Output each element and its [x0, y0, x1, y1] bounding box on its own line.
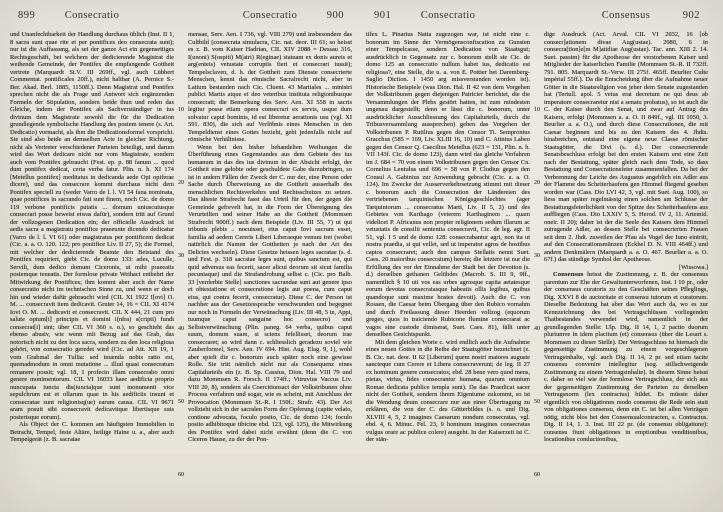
paragraph: Mit dem gleichen Worte c. wird endlich auch die Aufnahme eines neuen Gottes in die Reihe der Staatsgötter bezeichnet (z. B. Cic. nat. deor. II 62 [Liberum] quem nostri maiores auguste sancteque cum Cerere et Libera consecraverunt; de leg. II 27 ex hominum genere consecratos; ebd. 28 bene vero quod mens, pietas, virtus, fides consecrantur humana, quarum omnium Romae dedicata publice templa sunt). Da das Praedicat sacer nicht der Gottheit, sondern ihrem Eigentume zukommt, so ist die Wendung deum consecrare nur aus einer Übertragung zu erklären, die von der C. des Götterbildes (s. o. und Dig. XLVIII 4, 5, 2 imagines Caesarum nondum consecratas, vgl. ebd. 4, 6. Minuc. Fel. 23, 9 hominum imagines consecratas vulgus orare ac publice colere) ausgeht. In der Kaiserzeit ist C. der stän- [366, 338, 530, 443]
gutter-line-number: 50 [534, 399, 540, 405]
running-title: Consecratio [64, 10, 120, 21]
text-column-901 [366, 31, 530, 497]
paragraph: dige Ausdruck (Act. Arval. CIL VI 2032, 16 [ob consecr]ationem divae Aug(ustae). 2080, 6 in consecra[tion]e[m M]atidiae Aug(ustae). Tac. ann. XIII 2. 14. Suet. passim) für die Apotheose der verstorbenen Kaiser und Mitglieder der kaiserlichen Familie (Mommsen St.-R. II 732ff. 791. 805. Marquardt St.-Verw. III 275f. 465ff. Beurlier Culte impérial 55ff.). Da die Entscheidung über die Aufnahme neuer Götter in die Staatsreligion von jeher dem Senate zugestanden hat (Tertull. apol. 5 vetus erat decretum ne qui deus ab imperatore consecraretur nisi a senatu probatus), so ist auch die C. der Kaiser durch den Senat, und zwar auf Antrag des Kaisers, erfolgt (Mommsen a. a. O. II 849f., vgl. III 1050, 3. Beurlier a. a. O.), und durch diese Consecrationen, die mit Caesar beginnen und bis zu den Kaisern des 4. Jhdts. hinabreichen, entstand eine eigene neue Classe römischer Staatsgötter, die Divi (s. d.). Der consecrierende Senatsbeschluss erfolgt bei den ersten Kaisern erst eine Zeit nach der Bestattung, später gleich nach dem Tode, so dass Bestattung und Consecrationsfeier zusammenfallen. Da bei der Verbrennung der Leiche des Augustus angeblich ein Adler aus der Flamme des Scheiterhaufens gen Himmel fliegend gesehen worden war (Cass. Dio LVI 42, 3, vgl. mit Suet. Aug. 100), so liess man später regelmässig einen solchen am Schlusse der Bestattungsfeierlichkeit von der Spitze des Scheiterhaufens aus auffliegen (Cass. Dio LXXIV 5, 5. Herod. IV 2, 11. Artemid. oneir. II 20); daher ist der die Seele des Kaisers dem Himmel zutragende Adler, an dessen Stelle bei consecrierten Frauen seit dem 2. Jhdt. zuweilen der Pfau als Vogel der Iuno eintritt, auf den Consecrationsmünzen (Eckhel D. N. VIII 464ff.) und andern Denkmälern (Marquardt a. a. O. 467. Beurlier a. a. O. 67f.) das ständige Symbol der Apotheose. [Wissowa.] [544, 31, 708, 271]
gutter-line-number: 60 [534, 472, 540, 478]
header-cell-900 [188, 9, 352, 23]
paragraph: tifex L. Pinarius Natta zugezogen war, ist nicht eine c. bonorum im Sinne der Vermögensconfiscation zu Gunsten einer Tempelcasse, sondern Dedication von Staatsgut; ausdrücklich in Gegensatz zur c. bonorum stellt sie Cic. de domo 125 an consecratio nullum habet ius, dedicatio est religiosa?, eine Stelle, die u. a. von E. Pottier bei Daremberg-Saglio Diction. I 1450 arg missverstanden worden ist). Historische Beispiele (was Dion. Hal. II 42 von dem Vorgehen der Volkstribunen gegen diejenigen Patricier berichtet, die die Versammlungen der Plebs gestört hatten, ist zum mindesten ungenau dargestellt; denn er lässt die c. bonorum, unter ausdrücklicher Ausschliessung des Capitalurteils, durch die Tribusversammlung aussprechen) geben das Vorgehen der Volkstribunen P. Rutilius gegen den Censor Ti. Sempronius Gracchus (585 = 169, Liv. XLIII 16, 10) und C. Atinius Labeo gegen den Censor Q. Caecilius Metellus (623 = 131, Plin. n. h. VII 143f. Cic. de domo 123), dann wird das gleiche Verfahren im J. 684 = 70 von einem Volkstribunen gegen den Censor Cn. Cornelius Lentulus und 696 = 58 von P. Clodius gegen den Consul A. Gabinius zur Anwendung gebracht (Cic. a. a. O. 124). Im Zwecke der Ausserverkehrsetzung stimmt mit dieser c. bonorum auch die Consecration der Ländereien des vertriebenen tarquinischen Königsgeschlechtes (ager Tarquiniorum ... consecratus Marti, Liv. II 5, 2) und des Gebietes von Karthago (veterem Karthaginem ... quam videlicet P. Africanus non propter religionem sedum illarum ac vetustatis de consilii sententia consecravit, Cic. de leg. agr. II 51, vgl. I 5 und de domo 128: consecrabantur agri, non ita ut nostra praedia, si qui vellet, sed ut imperator agros de hostibus captos consecraret; auch den campus Stellatis nennt Suet. Caes. 20 maioribus consecratum) herein; die letztere ist nur die Erfüllung des vor der Einnahme der Stadt bei der Devotion (s. d.) derselben gethanen Gelübdes (Macrob. S. III 9, 9ff., namentlich § 10 uti vos eas urbes agrosque capita aetatesque eorum devotas consecratasque habeatis ollis legibus, quibus quandoque sunt maxime hostes devoti). Auch die C. von Rossen, die Caesar beim Übergang über den Rubico vornahm und durch Freilassung dieser Heerden vollzog (equorum greges, quos in traiciendo Rubicone flumine consecrarat ac vagos sine custode dimiserat, Suet. Caes. 81), fällt unter denselben Gesichtspunkt. [366, 31, 530, 338]
running-title: Consecratio [420, 10, 476, 21]
gutter-line-number: 50 [178, 399, 184, 405]
gutter-line-number: 20 [534, 180, 540, 186]
page-right-textarea [366, 31, 712, 505]
column-number-901: 901 [374, 10, 392, 21]
text-column-902 [544, 31, 708, 497]
gutter-line-number: 10 [178, 107, 184, 113]
running-title: Consecratio [242, 10, 298, 21]
header-cell-901 [366, 9, 530, 23]
header-gutter-spacer [174, 9, 188, 23]
page-right [366, 0, 712, 512]
column-number-902: 902 [682, 10, 700, 21]
paragraph: und Unanfechtbarkeit der Handlung durchaus üblich (Inst. II 1, 8 sacra sunt quae rite et per pontifices deo consecrata sunt); nur ist die Auffassung, als sei der ganze Act ein gegenseitiges Rechtsgeschäft, bei welchem der dedicierende Magistrat die weihende Gemeinde, der Pontifex die empfangende Gottheit vertrete (Marquardt St.V. III 269ff., vgl. auch Lübbert Commentat. pontificales 20ff.), nicht haltbar (A. Pernice S.-Ber. Akad. Berl. 1885, 1150ff.). Denn Magistrat und Pontifex sprechen nicht die als Frage und Antwort sich ergänzenden Formeln der Stipulation, sondern beide thun und reden das Gleiche, indem der Pontifex als Sachverständiger in ius divinum dem Magistrate sowohl die für die Dedication grundlegende symbolische Handlung des postem tenere (s. Art. Dedicatio) vormacht, als ihm die Dedicationsformel vorspricht. Sie sind also beide an demselben Acte in gleicher Richtung, nicht als Vertreter verschiedener Parteien beteiligt, und darum wird das Wort dedicare nicht nur vom Magistrate, sondern auch vom Pontifex gebraucht (Fest. ep. p. 88 fanum ... quod dum pontifex dedicat, certa verba fatur. Plin. n. h. XI 174 [Metellus pontifex] meditatus in dedicanda aede Opi opiferae dicere), und das consecrare kommt durchaus nicht dem Pontifex speciell zu (weder Varro de l. l. VI 54 fana nominata, quae pontifices in sacrando fati sunt finem, noch Cic. de domo 119 verbone pontificis putatis ... domum uniuscuiusque consecrari posse beweist etwas dafür), sondern tritt auf Grund der vollzogenen Dedication ein; der officielle Ausdruck ist aedis sacra a magistratu pontifice praeeunte dicendo dedicatur (Varro de l. l. VI 61) oder magistratus per pontificem dedicat (Cic. a. a. O. 120. 122; pro pontifice Liv. II 27, 5); die Formel, mit welcher der dedicierende Beamte den Beistand des Pontifex requiriert, giebt Cic. de domo 133: ades, Luculle, Servili, dum dedico domum Ciceronis, ut mihi praeeatis postemque teneatis. Der formlose private Weihact entbehrt der Mitwirkung der Pontifices; ihm kommt aber auch der Name consecratio nicht im technischen Sinne zu, und wenn er doch hin und wieder dafür gebraucht wird (CIL XI 1922 I[ovi] O. M. ... consecravit item dedicavit. Gruter 14, 16 = CIL XI 4174 Iovi O. M. ... dedicavit et consecravit. CIL X 444, 21 cum pro salute optum[i] principis et domini i(nfra) s(cripti) fundi consecrat[i] sint; über CIL VI 360 s. o.), so geschieht das ebenso abusiv, wie wenn mit Bezug auf das Grab, das notorisch nicht zu den loca sacra, sondern zu den loca religiosa gehört, von consecratio geredet wird (Cic. ad Att. XII 19, 1 vom Grabmal der Tullia: sed inuenda nobis ratio est, quemadmodum in omni mutatione ... illud quasi consecratum remanere possit; vgl. 18, 1 profecto illam consecrabo omni genere monimentorum. CIL VI 16033 haec aedificia proprio nuncupata iuncta dis(iuncta)que sunt monumenti vice sepulchrum est et ollarum quae in his aedificiis insunt et consecratae sunt religionisq(ue) earum causa. CIL VI 9671 aram posuit sibi consecravit dedicavitque libertisque suis posterisque eorum). [10, 31, 174, 421]
gutter-line-number: 40 [178, 326, 184, 332]
article-signature: [Wissowa.] [678, 263, 708, 271]
running-title: Consensus [601, 10, 651, 21]
gutter-line-number: 60 [178, 472, 184, 478]
paragraph: Als Object der C. kommen am häufigsten Immobilien in Betracht, Tempel, feste Altäre, heilige Haine u. a., aber auch Tempelgerät (z. B. sacratae [10, 421, 174, 443]
paragraph: Consensus heisst die Zustimmung, z. B. der consensus parentum zur Ehe der Gewaltunterworfenen, Inst. I 10 pr., oder der consensus curatoris zu den Geschäften seines Pfleglings, Dig. XXVI 8 de auctoritate et consensu tutorum et curatorum. Dieselbe Bedeutung hat aber das Wort auch da, wo es zur Kennzeichnung des bei Vertragschlüssen vorliegenden Thatbestandes verwendet wird, namentlich in der grundlegenden Stelle: Ulp. Dig. II 14, 1, 2 pactio duorum pluriumve in idem placitum (et) consensus (über die Lesart s. Mommsen zu dieser Stelle). Der Vertragschluss ist hiernach die gegenseitige Zustimmung zu einem vorgeschlagenen Vertragsinhalte, vgl. auch Dig. II 14, 2 pr. sed etiam tacite consensu convenire intellegitur (sog. stillschweigende Zustimmung zu einem Vertragsinhalte). In diesem Sinne heisst c. daher so viel wie der formlose Vertragschluss, der sich aus der gegenseitigen Zustimmung der Parteien zu derselben Vertragsnorm (lex contractus) bildet. Es müsste daher eigentlich von obligationes modo consensu die Rede sein statt von obligationes consensu, denn ein C. ist bei allen Verträgen nötig, nicht blos bei den Consensualcontracten, s. Contractus. Dig. II 14, 1. 3. Inst. III 22 pr. (de consensu obligatione): consensu fiunt obligationes in emptionibus venditionibus, locationibus conductionibus, [544, 271, 708, 443]
column-number-900: 900 [326, 10, 344, 21]
column-number-899: 899 [18, 10, 36, 21]
gutter-line-number: 30 [178, 253, 184, 259]
page-right-header [366, 9, 712, 23]
paragraph: Wenn bei den bisher behandelten Weihungen die Überführung eines Gegenstandes aus dem Gebiete des ius humanum in das des ius divinum in der Absicht erfolgt, der Gottheit eine gelobte oder geschuldete Gabe darzubringen, so ist in andern Fällen der Zweck der C. nur der, eine Person oder Sache durch Überweisung an die Gottheit ausserhalb des menschlichen Rechtsverkehrs und Rechtsschutzes zu setzen. Das älteste Strafrecht fasst das Urteil für den, der gegen die Gemeinde gefrevelt hat, in die Form der Übereignung des Verurteilten und seiner Habe an die Gottheit (Mommsen Strafrecht 900ff.) nach dem Beispiele (Liv. III 55, 7) ut qui tribunis plebis .. nocuisset, eius caput Iovi sacrum esset, familia ad aedem Cereris Liberi Liberaeque venum iret (wobei natürlich die Namen der Gottheiten je nach der Art des Delictes wechseln). Diese Gesetze heissen leges sacratae (s. d. und Fest. p. 318 sacratae leges sunt, quibus sanctum est, qui quid adversus eas fecerit, sacer alicui deorum sit sicut familia pecuniaque) und die Strafandrohung selbst c. (Cic. pro Balb. 33 [verderbte Stelle] sanctiones sacrandae sunt aut genere ipso et obtestatione et consecratione legis aut poena, cum caput eius, qui contra fecerit, consecratur). Diese C. der Person ist nachher aus der Gesetzessprache verschwunden und begegnet nur noch in Formeln der Verwünschung (Liv. III 48, 5 te, Appi, tuumque caput sanguine hoc consecro) und Selbstverwünschung (Plin. paneg. 64 verba, quibus caput suum, domum suam, si sciens fefellisset, deorum irae consecraret; so wird dann c. schliesslich geradezu soviel wie Zauberformel, Serv. Aen. IV 694. Hist. Aug. Elag. 9, 1), wohl aber spielt die c. bonorum auch später noch eine gewisse Rolle. Sie tritt nämlich nicht nur als Consequenz eines Capitalurteils ein (z. B. Sp. Cassius, Dion. Hal. VIII 79 und dazu Mommsen R. Forsch. II 174ff.; Vitruvius Vaccus Liv. VIII 20, 8), sondern als Coercitionsact der Volkstribunen ohne Process verfahren und sogar, wie es scheint, mit Anschluss der Provocation (Mommsen St.-R. I 150f.; Strafr. 43). Der Act vollzieht sich in der sacralen Form der Opferung (capite velato, contione advocata, foculo posito, Cic. de domo 124; foculo posito adhibitoque tibicine ebd. 123, vgl. 125), die Mitwirkung des Pontifex wird dabei nicht erwähnt (denn die C. von Ciceros Hause, zu der der Pon- [188, 143, 352, 443]
header-cell-902 [544, 9, 708, 23]
header-gutter-spacer [530, 9, 544, 23]
page-left-textarea [10, 31, 356, 505]
gutter-line-number: 30 [534, 253, 540, 259]
gutter-line-number: 20 [178, 180, 184, 186]
article-lead: Consensus [553, 271, 588, 278]
page-left [10, 0, 356, 512]
gutter-line-number: 40 [534, 326, 540, 332]
gutter-line-numbers-right [530, 31, 544, 497]
header-cell-899 [10, 9, 174, 23]
gutter-line-number: 10 [534, 107, 540, 113]
gutter-line-numbers-left [174, 31, 188, 497]
page-left-header [10, 9, 356, 23]
text-column-900 [188, 31, 352, 497]
paragraph: mensae, Serv. Aen. I 736, vgl. VIII 279) und insbesondere das Cultbild (consecrata simulacra, Cic. nat. deor. III 61; so heisst es z. B. vom Kaiser Hadrian, CIL XIV 2088 = Dessau 316, I(unoni) S(ospiti) M(atri) R(eginae) statuam ex donis aureis et arg(enteis) vetustate corruptis fieri et consecrari iussit); Tempelsclaven, d. h. der Gottheit zum Dienste consecrierte Menschen, kennt das römische Sacralrecht nicht, aber in Latium bestanden nach Cic. Cluent. 43 Martiales ... ministri publici Martis atque ei deo veteribus instituta religionibusque consecrati; die Bemerkung des Serv. Aen. XI 558 in sacris legitur posse etiam opera consecrari ex servis, usque dum solvatur caput hominis, id est liberetur aerationis usu (vgl. XI 591. 830), die sich auf Verlöbnis eines Menschen in den Tempeldienst eines Gottes bezieht, geht jedenfalls nicht auf römische Verhältnisse. [188, 31, 352, 143]
text-column-899 [10, 31, 174, 497]
